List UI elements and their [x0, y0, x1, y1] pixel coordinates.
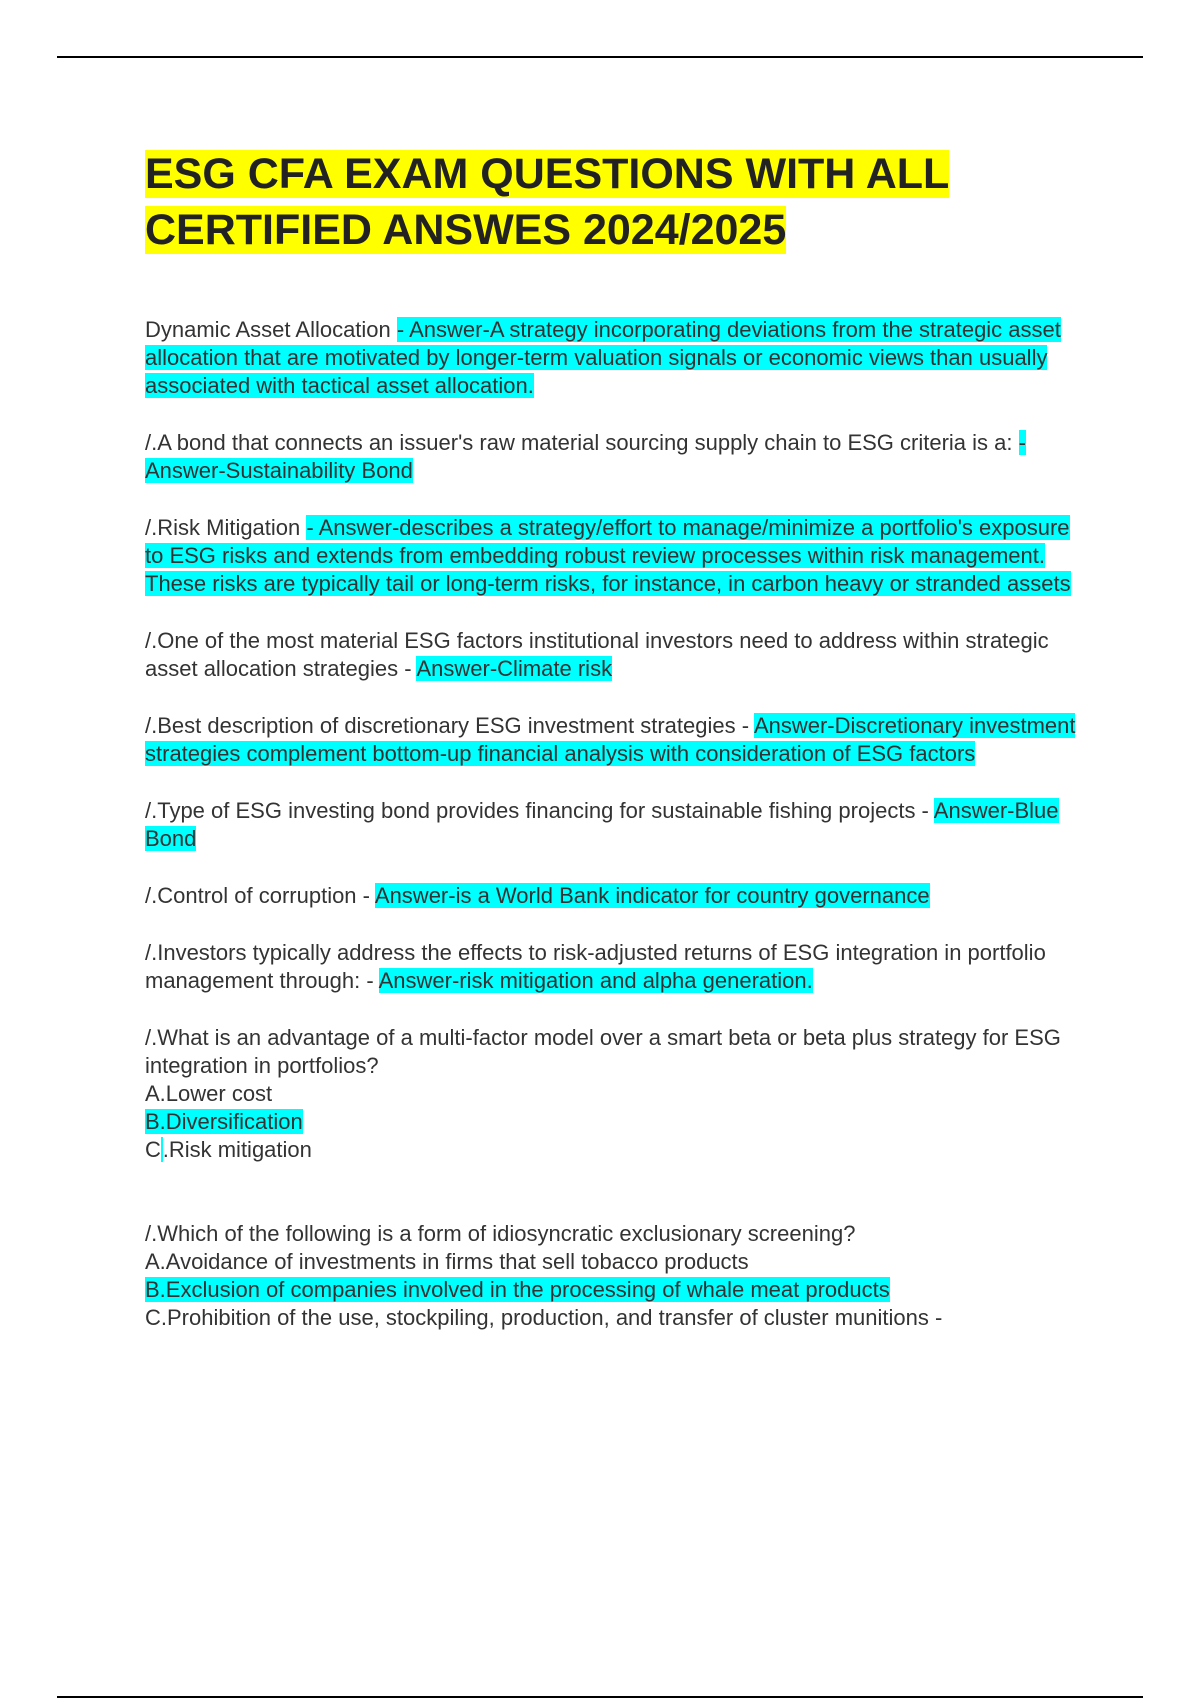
- answer-highlight: Answer-Discretionary investment strategies complement bottom-up financial analysis with consideration of ESG factors: [145, 713, 1076, 766]
- mc-option-c-rest: .Risk mitigation: [162, 1137, 312, 1162]
- document-title: [145, 146, 1090, 258]
- mc-option-c: [145, 1136, 1090, 1164]
- mc-option-b-wrapper: [145, 1276, 1090, 1304]
- mc-option-a: A.Lower cost: [145, 1081, 273, 1106]
- qa-item-5: [145, 712, 1090, 768]
- question-text: Dynamic Asset Allocation: [145, 317, 397, 342]
- bottom-rule: [57, 1696, 1143, 1698]
- mc-option-a: A.Avoidance of investments in firms that sell tobacco products: [145, 1249, 749, 1274]
- answer-highlight: Answer-Climate risk: [416, 656, 613, 681]
- qa-item-3: [145, 514, 1090, 598]
- question-text: /.Best description of discretionary ESG investment strategies -: [145, 713, 754, 738]
- mc-option-b-correct: B.Exclusion of companies involved in the processing of whale meat products: [145, 1277, 890, 1302]
- question-text: /.Type of ESG investing bond provides financing for sustainable fishing projects -: [145, 798, 934, 823]
- answer-highlight: Answer-is a World Bank indicator for country governance: [374, 883, 930, 908]
- question-text: /.Risk Mitigation: [145, 515, 307, 540]
- qa-item-2: [145, 429, 1090, 485]
- title-line-2: CERTIFIED ANSWES 2024/2025: [145, 206, 787, 254]
- title-line-1: ESG CFA EXAM QUESTIONS WITH ALL: [145, 150, 950, 198]
- question-text: /.Investors typically address the effects to risk-adjusted returns of ESG integration in portfolio management through: -: [145, 940, 1046, 993]
- document-body: [145, 146, 1090, 1361]
- qa-item-4: [145, 627, 1090, 683]
- mc-option-c-prefix: C: [145, 1137, 161, 1162]
- question-text: /.One of the most material ESG factors institutional investors need to address within strategic asset allocation strategies -: [145, 628, 1049, 681]
- question-text: /.A bond that connects an issuer's raw material sourcing supply chain to ESG criteria is a:: [145, 430, 1019, 455]
- mc-option-b-correct: B.Diversification: [145, 1109, 303, 1134]
- top-rule: [57, 56, 1143, 58]
- qa-item-7: [145, 882, 1090, 910]
- answer-highlight: Answer-risk mitigation and alpha generation.: [378, 968, 813, 993]
- answer-highlight: - Answer-Sustainability Bond: [145, 430, 1026, 483]
- mc-question: /.Which of the following is a form of idiosyncratic exclusionary screening?: [145, 1221, 856, 1246]
- mc-option-b-wrapper: [145, 1108, 1090, 1136]
- mc-option-c: C.Prohibition of the use, stockpiling, production, and transfer of cluster munitions -: [145, 1305, 943, 1330]
- multiple-choice-1: [145, 1024, 1090, 1164]
- qa-item-1: [145, 316, 1090, 400]
- mc-question: /.What is an advantage of a multi-factor model over a smart beta or beta plus strategy for ESG integration in portfolios?: [145, 1025, 1061, 1078]
- answer-highlight: Answer-Blue Bond: [145, 798, 1059, 851]
- multiple-choice-2: [145, 1220, 1090, 1332]
- qa-item-6: [145, 797, 1090, 853]
- answer-highlight: - Answer-describes a strategy/effort to manage/minimize a portfolio's exposure to ESG risks and extends from embedding robust review processes within risk management. These risks are typically tail or long-term risks, for instance, in carbon heavy or stranded assets: [145, 515, 1071, 596]
- question-text: /.Control of corruption -: [145, 883, 375, 908]
- answer-highlight: - Answer-A strategy incorporating deviations from the strategic asset allocation that are motivated by longer-term valuation signals or economic views than usually associated with tactical asset allocation.: [145, 317, 1061, 398]
- qa-item-8: [145, 939, 1090, 995]
